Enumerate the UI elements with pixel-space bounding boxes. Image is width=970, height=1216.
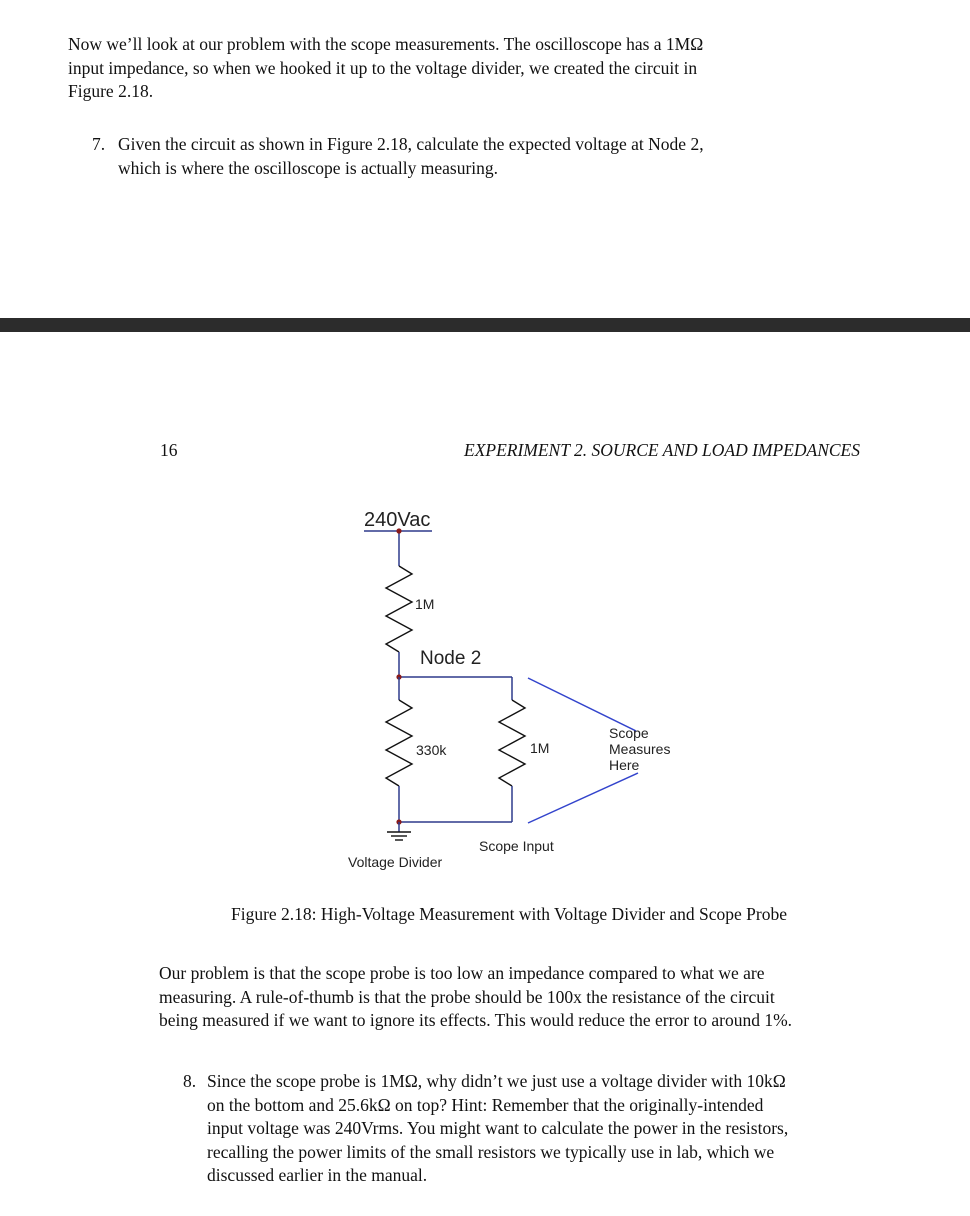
figure-caption: Figure 2.18: High-Voltage Measurement with Voltage Divider and Scope Probe bbox=[230, 904, 788, 924]
label-voltage-divider: Voltage Divider bbox=[348, 854, 443, 870]
label-scope-3: Here bbox=[609, 757, 640, 773]
label-r-top: 1M bbox=[415, 596, 435, 612]
question-line: Given the circuit as shown in Figure 2.18, calculate the expected voltage at Node 2, bbox=[118, 134, 704, 154]
intro-line: input impedance, so when we hooked it up to the voltage divider, we created the circuit in bbox=[68, 57, 698, 78]
page-number: 16 bbox=[160, 440, 178, 460]
question-line: on the bottom and 25.6kΩ on top? Hint: Remember that the originally-intended bbox=[207, 1094, 764, 1115]
question-number: 8. bbox=[183, 1071, 197, 1091]
body-line: being measured if we want to ignore its effects. This would reduce the error to around 1%. bbox=[159, 1010, 793, 1030]
label-scope-input: Scope Input bbox=[479, 838, 554, 854]
question-line: which is where the oscilloscope is actually measuring. bbox=[118, 157, 499, 178]
body-line: measuring. A rule-of-thumb is that the probe should be 100x the resistance of the circuit bbox=[159, 986, 775, 1007]
body-line: Our problem is that the scope probe is too low an impedance compared to what we are bbox=[159, 963, 765, 983]
question-line: recalling the power limits of the small resistors we typically use in lab, which we bbox=[207, 1141, 775, 1162]
question-line: discussed earlier in the manual. bbox=[207, 1165, 428, 1185]
intro-line: Now we’ll look at our problem with the scope measurements. The oscilloscope has a 1MΩ bbox=[68, 34, 704, 54]
resistor-top bbox=[386, 566, 412, 652]
running-header: EXPERIMENT 2. SOURCE AND LOAD IMPEDANCES bbox=[464, 440, 860, 460]
question-number: 7. bbox=[92, 134, 106, 154]
question-line: input voltage was 240Vrms. You might want to calculate the power in the resistors, bbox=[207, 1118, 789, 1138]
question-line: Since the scope probe is 1MΩ, why didn’t we just use a voltage divider with 10kΩ bbox=[207, 1071, 786, 1091]
question-8 bbox=[183, 1070, 863, 1188]
label-r-bottom: 330k bbox=[416, 742, 447, 758]
probe-line-top bbox=[528, 678, 636, 731]
ground-symbol bbox=[387, 832, 411, 840]
label-node2: Node 2 bbox=[420, 648, 482, 669]
label-r-scope: 1M bbox=[530, 740, 550, 756]
label-scope-1: Scope bbox=[609, 725, 649, 741]
label-source: 240Vac bbox=[364, 509, 431, 531]
probe-line-bottom bbox=[528, 773, 638, 823]
body-paragraph bbox=[159, 962, 859, 1033]
label-scope-2: Measures bbox=[609, 741, 671, 757]
resistor-scope bbox=[499, 700, 525, 786]
resistor-bottom bbox=[386, 700, 412, 786]
intro-line: Figure 2.18. bbox=[68, 81, 154, 101]
